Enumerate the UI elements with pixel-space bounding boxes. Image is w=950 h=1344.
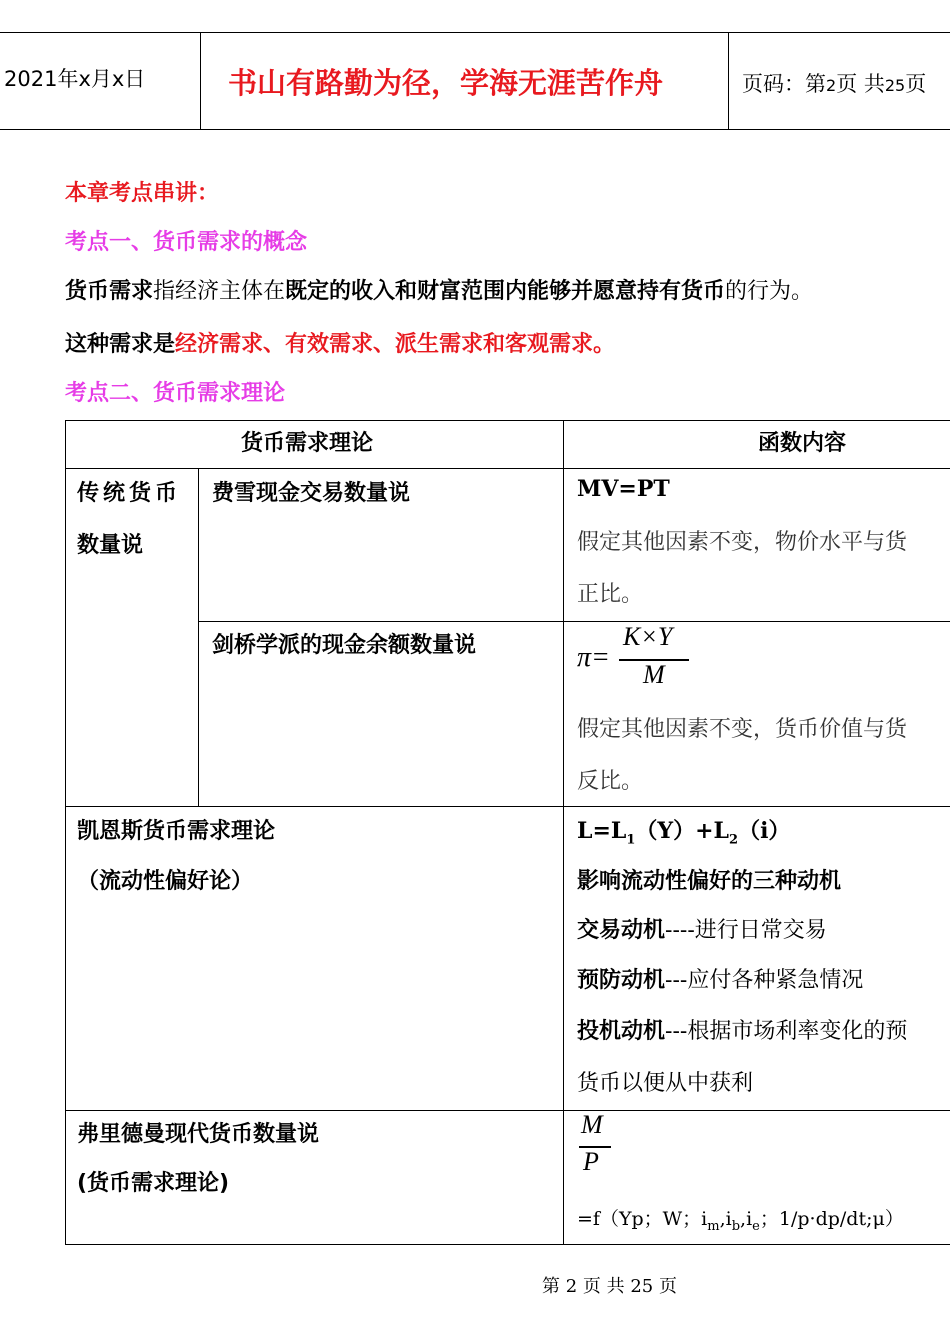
motive-speculative-line2: 货币以便从中获利 [577,1071,754,1096]
group-traditional-line1: 传统货币 [77,481,182,506]
header-page-number: 页码：第2页 共25页 [742,72,927,96]
keynes-motives-title: 影响流动性偏好的三种动机 [577,869,842,894]
fisher-formula: MV=PT [577,476,670,502]
header-divider [728,33,729,129]
column-header-function: 函数内容 [758,431,847,456]
header-motto: 书山有路勤为径，学海无涯苦作舟 [228,66,664,100]
group-traditional-line2: 数量说 [77,533,144,558]
money-demand-nature: 这种需求是经济需求、有效需求、派生需求和客观需求。 [65,332,616,357]
cambridge-description-line1: 假定其他因素不变，货币价值与货 [577,717,908,742]
friedman-theory-subtitle: (货币需求理论) [77,1171,230,1196]
motive-speculative: 投机动机---根据市场利率变化的预 [577,1019,908,1044]
point2-title: 考点二、货币需求理论 [65,381,286,406]
page-header [0,32,950,130]
fisher-description-line1: 假定其他因素不变，物价水平与货 [577,530,908,555]
motive-transaction: 交易动机----进行日常交易 [577,918,827,943]
page-footer: 第 2 页 共 25 页 [542,1276,677,1297]
friedman-theory-name: 弗里德曼现代货币数量说 [77,1122,320,1147]
fisher-description-line2: 正比。 [577,582,644,607]
friedman-function: =f（Yp；W；$i_m,i_b,i_e$；1/p·dp/dt;μ） [577,1208,904,1234]
motive-precautionary: 预防动机---应付各种紧急情况 [577,968,864,993]
keynes-theory-subtitle: （流动性偏好论） [77,869,254,894]
money-demand-definition: 货币需求指经济主体在既定的收入和财富范围内能够并愿意持有货币的行为。 [65,279,814,304]
column-header-theory: 货币需求理论 [241,431,374,456]
cambridge-theory-name: 剑桥学派的现金余额数量说 [212,633,477,658]
keynes-theory-name: 凯恩斯货币需求理论 [77,819,276,844]
friedman-formula-denominator: P [583,1147,599,1176]
header-date: 2021年x月x日 [4,67,146,91]
fisher-theory-name: 费雪现金交易数量说 [212,481,411,506]
cambridge-formula-pi: π= [577,642,610,673]
point1-title: 考点一、货币需求的概念 [65,230,308,255]
friedman-formula-numerator: M [581,1110,603,1139]
section-title: 本章考点串讲： [65,181,220,206]
keynes-formula: $L=L_1(Y)+L_2(i)$ [577,818,791,848]
cambridge-formula-denominator: M [643,660,665,689]
cambridge-formula-numerator: K×Y [623,622,673,651]
header-divider [200,33,201,129]
cambridge-description-line2: 反比。 [577,769,644,794]
